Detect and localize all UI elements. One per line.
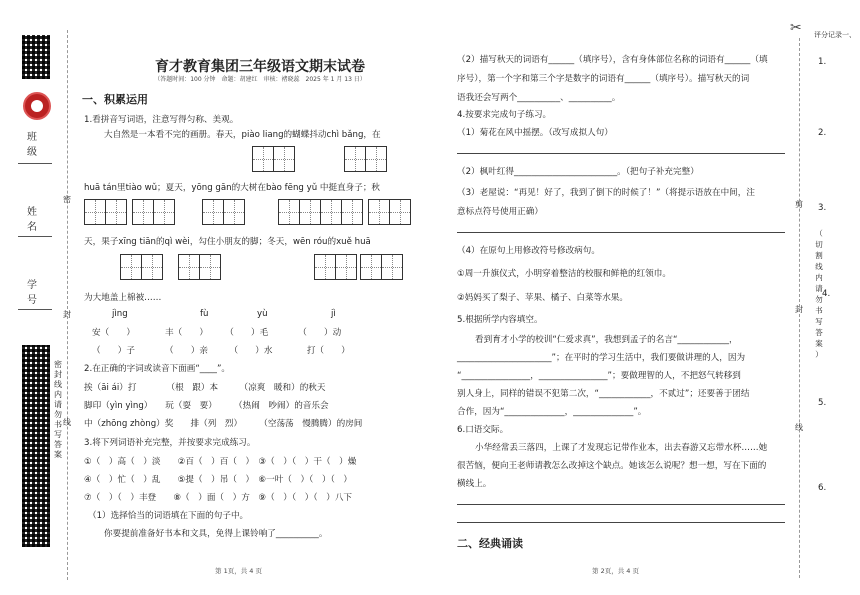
q5-line5[interactable]: 合作，因为“______________，______________”。 [457, 407, 647, 417]
id-field[interactable] [18, 309, 52, 310]
page1-footer: 第 1页，共 4 页 [215, 567, 262, 575]
answer-line[interactable] [457, 521, 785, 523]
q4-4-sentence1[interactable]: ①周一升旗仪式，小明穿着整洁的校服和鲜艳的红领巾。 [457, 269, 671, 279]
q6-line1: 小华经常丢三落四，上课了才发现忘记带作业本，出去春游又忘带水杯……她 [475, 443, 768, 453]
margin-char-2: 封 [63, 310, 71, 319]
score-item-2: 2. [818, 128, 827, 138]
margin-char-1: 密 [63, 195, 71, 204]
q3-prompt: 3.将下列词语补充完整，并按要求完成练习。 [84, 438, 256, 448]
q4-4: （4）在原句上用修改符号修改病句。 [457, 246, 600, 256]
q6-prompt: 6.口语交际。 [457, 425, 509, 435]
q6-line3: 横线上。 [457, 479, 492, 489]
q2-row-1[interactable]: 挨（āi ái）打 （根 跟）本 （凉爽 暖和）的秋天 [84, 383, 326, 393]
class-label: 班 级 [27, 132, 43, 158]
q5-line1[interactable]: 看到育才小学的校训“仁爱求真”，我想到孟子的名言“____________， [475, 335, 738, 345]
answer-line[interactable] [457, 152, 785, 154]
q3-row-3[interactable]: ⑦（ ）（ ）丰登 ⑧（ ）面（ ）方 ⑨（ ）（ ）（ ）八下 [84, 493, 353, 503]
q3-sub1-prompt: （1）选择恰当的词语填在下面的句子中。 [88, 511, 249, 521]
q3-row-2[interactable]: ④（ ）忙（ ）乱 ⑤提（ ）吊（ ） ⑥一叶（ ）（ ）（ ） [84, 475, 353, 485]
cut-line-notice: （ 切 割 线 内 请 勿 书 写 答 案 ） [815, 229, 823, 359]
fill-row-1[interactable]: 安（ ） 丰（ ） （ ）毛 （ ）动 [92, 328, 342, 338]
class-field[interactable] [18, 163, 52, 164]
writing-grid[interactable] [252, 146, 295, 172]
section2-heading: 二、经典诵读 [457, 537, 523, 550]
score-item-4: 4. [822, 289, 831, 299]
q1-text-line3: 天，果子xīng tiān的qì wèi，勾住小朋友的脚；冬天，wēn róu的xuě huā [84, 237, 371, 247]
binding-dashed-line [67, 30, 68, 580]
section1-heading: 一、积累运用 [82, 93, 148, 106]
score-item-5: 5. [818, 398, 827, 408]
writing-grid[interactable] [178, 254, 221, 280]
name-field[interactable] [18, 236, 52, 237]
pinyin-jing: jìng [112, 309, 128, 319]
fill-row-2[interactable]: （ ）子 （ ）亲 （ ）水 打（ ） [92, 346, 350, 356]
q2-prompt: 2.在正确的字词或读音下面画“____”。 [84, 364, 231, 374]
pinyin-fu: fù [200, 309, 209, 319]
writing-grid[interactable] [120, 254, 163, 280]
q1-text-line2: huā tán里tiào wǔ；夏天，yōng gān的大树在bào fēng yǔ 中挺直身子；秋 [84, 183, 381, 193]
q1-text-line1: 大自然是一本看不完的画册。春天，piào liang的蝴蝶抖动chì bǎng，在 [104, 130, 381, 140]
id-label: 学 号 [27, 280, 43, 306]
q4-4-sentence2[interactable]: ②妈妈买了梨子、苹果、橘子、白菜等水果。 [457, 293, 628, 303]
cut-margin-char-3: 线 [795, 423, 803, 432]
q4-1: （1）菊花在风中摇摆。（改写成拟人句） [457, 128, 613, 138]
q5-line2[interactable]: ______________________”；在平时的学习生活中，我们要做讲理的人，因为 [457, 353, 746, 363]
q1-text-line4: 为大地盖上棉被…… [84, 293, 162, 303]
exam-meta: （答题时间：100 分钟 命题：胡建红 审核：褚晓蕊 2025 年 1 月 13 日） [154, 76, 366, 83]
answer-line[interactable] [457, 231, 785, 233]
q3-sub1-text[interactable]: 你要提前准备好书本和文具，免得上课铃响了__________。 [104, 529, 328, 539]
q5-line4[interactable]: 别人身上，同样的错误不犯第二次，“____________，不贰过”；还要善于团结 [457, 389, 750, 399]
school-emblem-icon [23, 92, 51, 120]
q2-row-3[interactable]: 中（zhōng zhòng）奖 排（列 烈） （空荡荡 慢腾腾）的房间 [84, 419, 363, 429]
writing-grid[interactable] [278, 199, 363, 225]
writing-grid[interactable] [314, 254, 357, 280]
q3-sub2-line3[interactable]: 语我还会写两个__________、__________。 [457, 93, 621, 103]
q1-prompt: 1.看拼音写词语，注意写得匀称、美观。 [84, 115, 239, 125]
q4-prompt: 4.按要求完成句子练习。 [457, 110, 552, 120]
name-label: 姓 名 [27, 207, 43, 233]
writing-grid[interactable] [202, 199, 245, 225]
pinyin-yu: yù [257, 309, 268, 319]
q6-line2: 很苦恼，便向王老师请教怎么改掉这个缺点。她该怎么说呢？想一想，写在下面的 [457, 461, 767, 471]
score-record-header: 评分记录一、 [814, 31, 856, 39]
writing-grid[interactable] [84, 199, 127, 225]
q4-3-line1: （3）老屋说：“再见！好了，我到了倒下的时候了！”（将提示语放在中间，注 [457, 188, 755, 198]
q4-3-line2: 意标点符号使用正确） [457, 207, 543, 217]
q3-row-1[interactable]: ①（ ）高（ ）淡 ②百（ ）百（ ） ③（ ）（ ）干（ ）燥 [84, 457, 357, 467]
writing-grid[interactable] [368, 199, 411, 225]
scissors-icon: ✂ [790, 20, 802, 36]
answer-line[interactable] [457, 503, 785, 505]
q3-sub2-line2[interactable]: 序号），第一个字和第三个字是数字的词语有______（填序号）。描写秋天的词 [457, 74, 750, 84]
writing-grid[interactable] [132, 199, 175, 225]
q2-row-2[interactable]: 脚印（yìn yìng） 玩（耍 要） （热闹 吵闹）的音乐会 [84, 401, 329, 411]
score-item-3: 3. [818, 203, 827, 213]
writing-grid[interactable] [360, 254, 403, 280]
cut-margin-char-1: 剪 [795, 200, 803, 209]
q5-prompt: 5.根据所学内容填空。 [457, 315, 543, 325]
margin-char-3: 线 [63, 418, 71, 427]
pinyin-ji: jì [331, 309, 336, 319]
q3-sub2-line1[interactable]: （2）描写秋天的词语有______（填序号），含有身体部位名称的词语有______（填 [457, 55, 768, 65]
page2-footer: 第 2页，共 4 页 [592, 567, 639, 575]
exam-title: 育才教育集团三年级语文期末试卷 [155, 59, 365, 75]
seal-notice: 密 封 线 内 请 勿 书 写 答 案 [54, 360, 62, 459]
q5-line3[interactable]: “________________，________________”；要做理智的人，不把怒气转移到 [457, 371, 741, 381]
cut-margin-char-2: 封 [795, 305, 803, 314]
qr-code-top [22, 35, 50, 79]
score-item-1: 1. [818, 57, 827, 67]
qr-code-bottom [22, 345, 50, 547]
score-item-6: 6. [818, 483, 827, 493]
writing-grid[interactable] [344, 146, 387, 172]
q4-2[interactable]: （2）枫叶红得________________________。（把句子补充完整） [457, 167, 699, 177]
